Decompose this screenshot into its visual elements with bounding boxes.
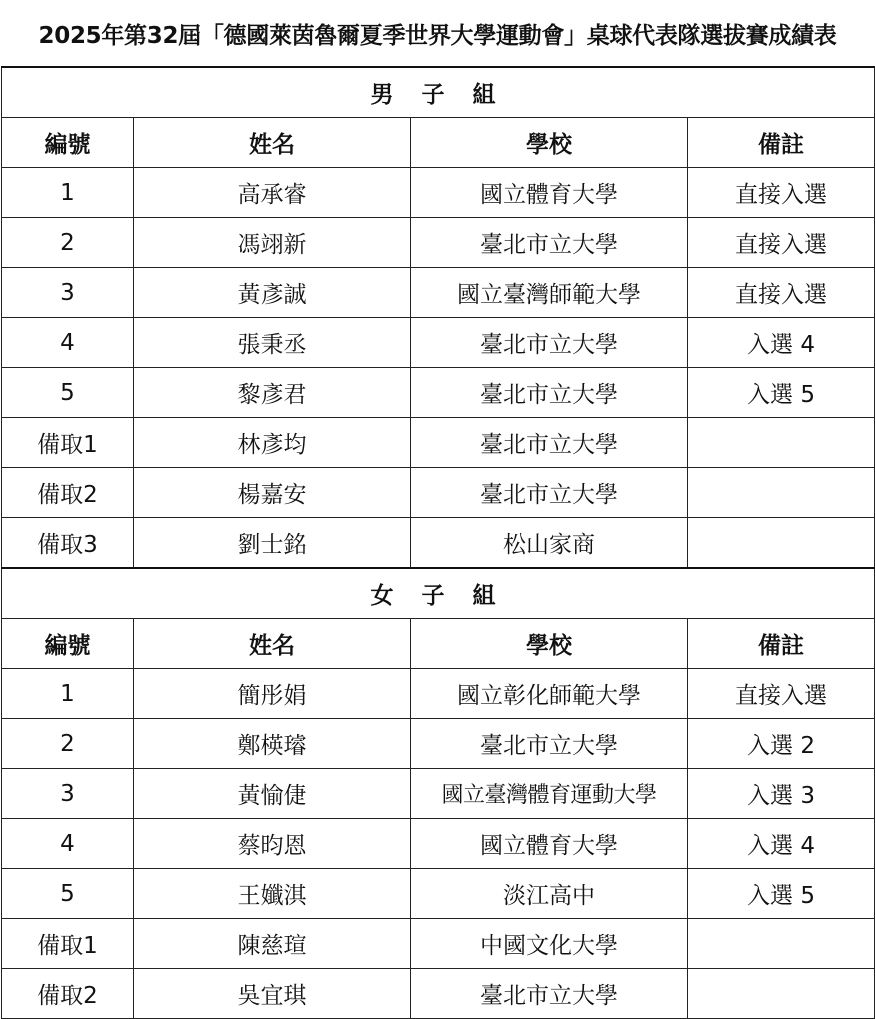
cell-note	[688, 919, 875, 969]
table-row	[2, 218, 875, 268]
header-number: 編號	[2, 118, 134, 168]
cell-number: 3	[2, 268, 134, 318]
cell-school: 國立彰化師範大學	[411, 669, 688, 719]
table-row	[2, 468, 875, 518]
header-name: 姓名	[134, 619, 411, 669]
cell-name: 張秉丞	[134, 318, 411, 368]
cell-number: 備取3	[2, 518, 134, 569]
table-row	[2, 769, 875, 819]
cell-number: 備取1	[2, 919, 134, 969]
header-note: 備註	[688, 619, 875, 669]
cell-number: 5	[2, 368, 134, 418]
cell-school: 松山家商	[411, 518, 688, 569]
cell-school: 淡江高中	[411, 869, 688, 919]
cell-number: 5	[2, 869, 134, 919]
cell-name: 鄭楧璿	[134, 719, 411, 769]
cell-name: 吳宜琪	[134, 969, 411, 1019]
cell-number: 備取2	[2, 969, 134, 1019]
cell-school: 臺北市立大學	[411, 719, 688, 769]
results-table-body	[2, 67, 875, 1019]
cell-number: 1	[2, 168, 134, 218]
group-header-row	[2, 568, 875, 619]
cell-name: 高承睿	[134, 168, 411, 218]
cell-number: 4	[2, 318, 134, 368]
cell-note	[688, 969, 875, 1019]
cell-note: 入選 3	[688, 769, 875, 819]
header-name: 姓名	[134, 118, 411, 168]
cell-note: 入選 2	[688, 719, 875, 769]
table-row	[2, 919, 875, 969]
table-row	[2, 518, 875, 569]
table-row	[2, 268, 875, 318]
cell-note: 入選 5	[688, 869, 875, 919]
cell-school: 臺北市立大學	[411, 368, 688, 418]
cell-note: 直接入選	[688, 218, 875, 268]
cell-note: 入選 5	[688, 368, 875, 418]
cell-note: 直接入選	[688, 268, 875, 318]
cell-number: 2	[2, 218, 134, 268]
cell-note	[688, 468, 875, 518]
cell-name: 簡彤娟	[134, 669, 411, 719]
cell-note: 直接入選	[688, 669, 875, 719]
column-header-row	[2, 118, 875, 168]
cell-number: 備取2	[2, 468, 134, 518]
cell-name: 王孅淇	[134, 869, 411, 919]
table-row	[2, 869, 875, 919]
cell-name: 黃愉倢	[134, 769, 411, 819]
cell-school: 臺北市立大學	[411, 969, 688, 1019]
table-row	[2, 168, 875, 218]
table-row	[2, 819, 875, 869]
cell-name: 黎彥君	[134, 368, 411, 418]
table-row	[2, 969, 875, 1019]
table-row	[2, 669, 875, 719]
cell-name: 黃彥誠	[134, 268, 411, 318]
cell-name: 蔡昀恩	[134, 819, 411, 869]
table-row	[2, 719, 875, 769]
header-number: 編號	[2, 619, 134, 669]
group-title: 女 子 組	[2, 568, 875, 619]
results-table	[1, 66, 875, 1019]
table-row	[2, 368, 875, 418]
cell-number: 2	[2, 719, 134, 769]
cell-number: 1	[2, 669, 134, 719]
header-school: 學校	[411, 118, 688, 168]
group-header-row	[2, 67, 875, 118]
cell-note	[688, 418, 875, 468]
cell-name: 劉士銘	[134, 518, 411, 569]
cell-number: 4	[2, 819, 134, 869]
sheet-title: 2025年第32屆「德國萊茵魯爾夏季世界大學運動會」桌球代表隊選拔賽成績表	[38, 22, 837, 49]
cell-note: 入選 4	[688, 318, 875, 368]
cell-note: 直接入選	[688, 168, 875, 218]
cell-school: 國立體育大學	[411, 819, 688, 869]
cell-school: 臺北市立大學	[411, 468, 688, 518]
cell-school: 國立臺灣師範大學	[411, 268, 688, 318]
group-title: 男 子 組	[2, 67, 875, 118]
column-header-row	[2, 619, 875, 669]
cell-name: 楊嘉安	[134, 468, 411, 518]
table-row	[2, 418, 875, 468]
cell-name: 馮翊新	[134, 218, 411, 268]
cell-number: 備取1	[2, 418, 134, 468]
cell-note: 入選 4	[688, 819, 875, 869]
cell-school: 國立臺灣體育運動大學	[411, 769, 688, 819]
cell-name: 陳慈瑄	[134, 919, 411, 969]
header-school: 學校	[411, 619, 688, 669]
cell-school: 臺北市立大學	[411, 218, 688, 268]
cell-note	[688, 518, 875, 569]
cell-school: 中國文化大學	[411, 919, 688, 969]
header-note: 備註	[688, 118, 875, 168]
cell-school: 臺北市立大學	[411, 318, 688, 368]
cell-school: 國立體育大學	[411, 168, 688, 218]
table-row	[2, 318, 875, 368]
cell-name: 林彥均	[134, 418, 411, 468]
cell-number: 3	[2, 769, 134, 819]
cell-school: 臺北市立大學	[411, 418, 688, 468]
